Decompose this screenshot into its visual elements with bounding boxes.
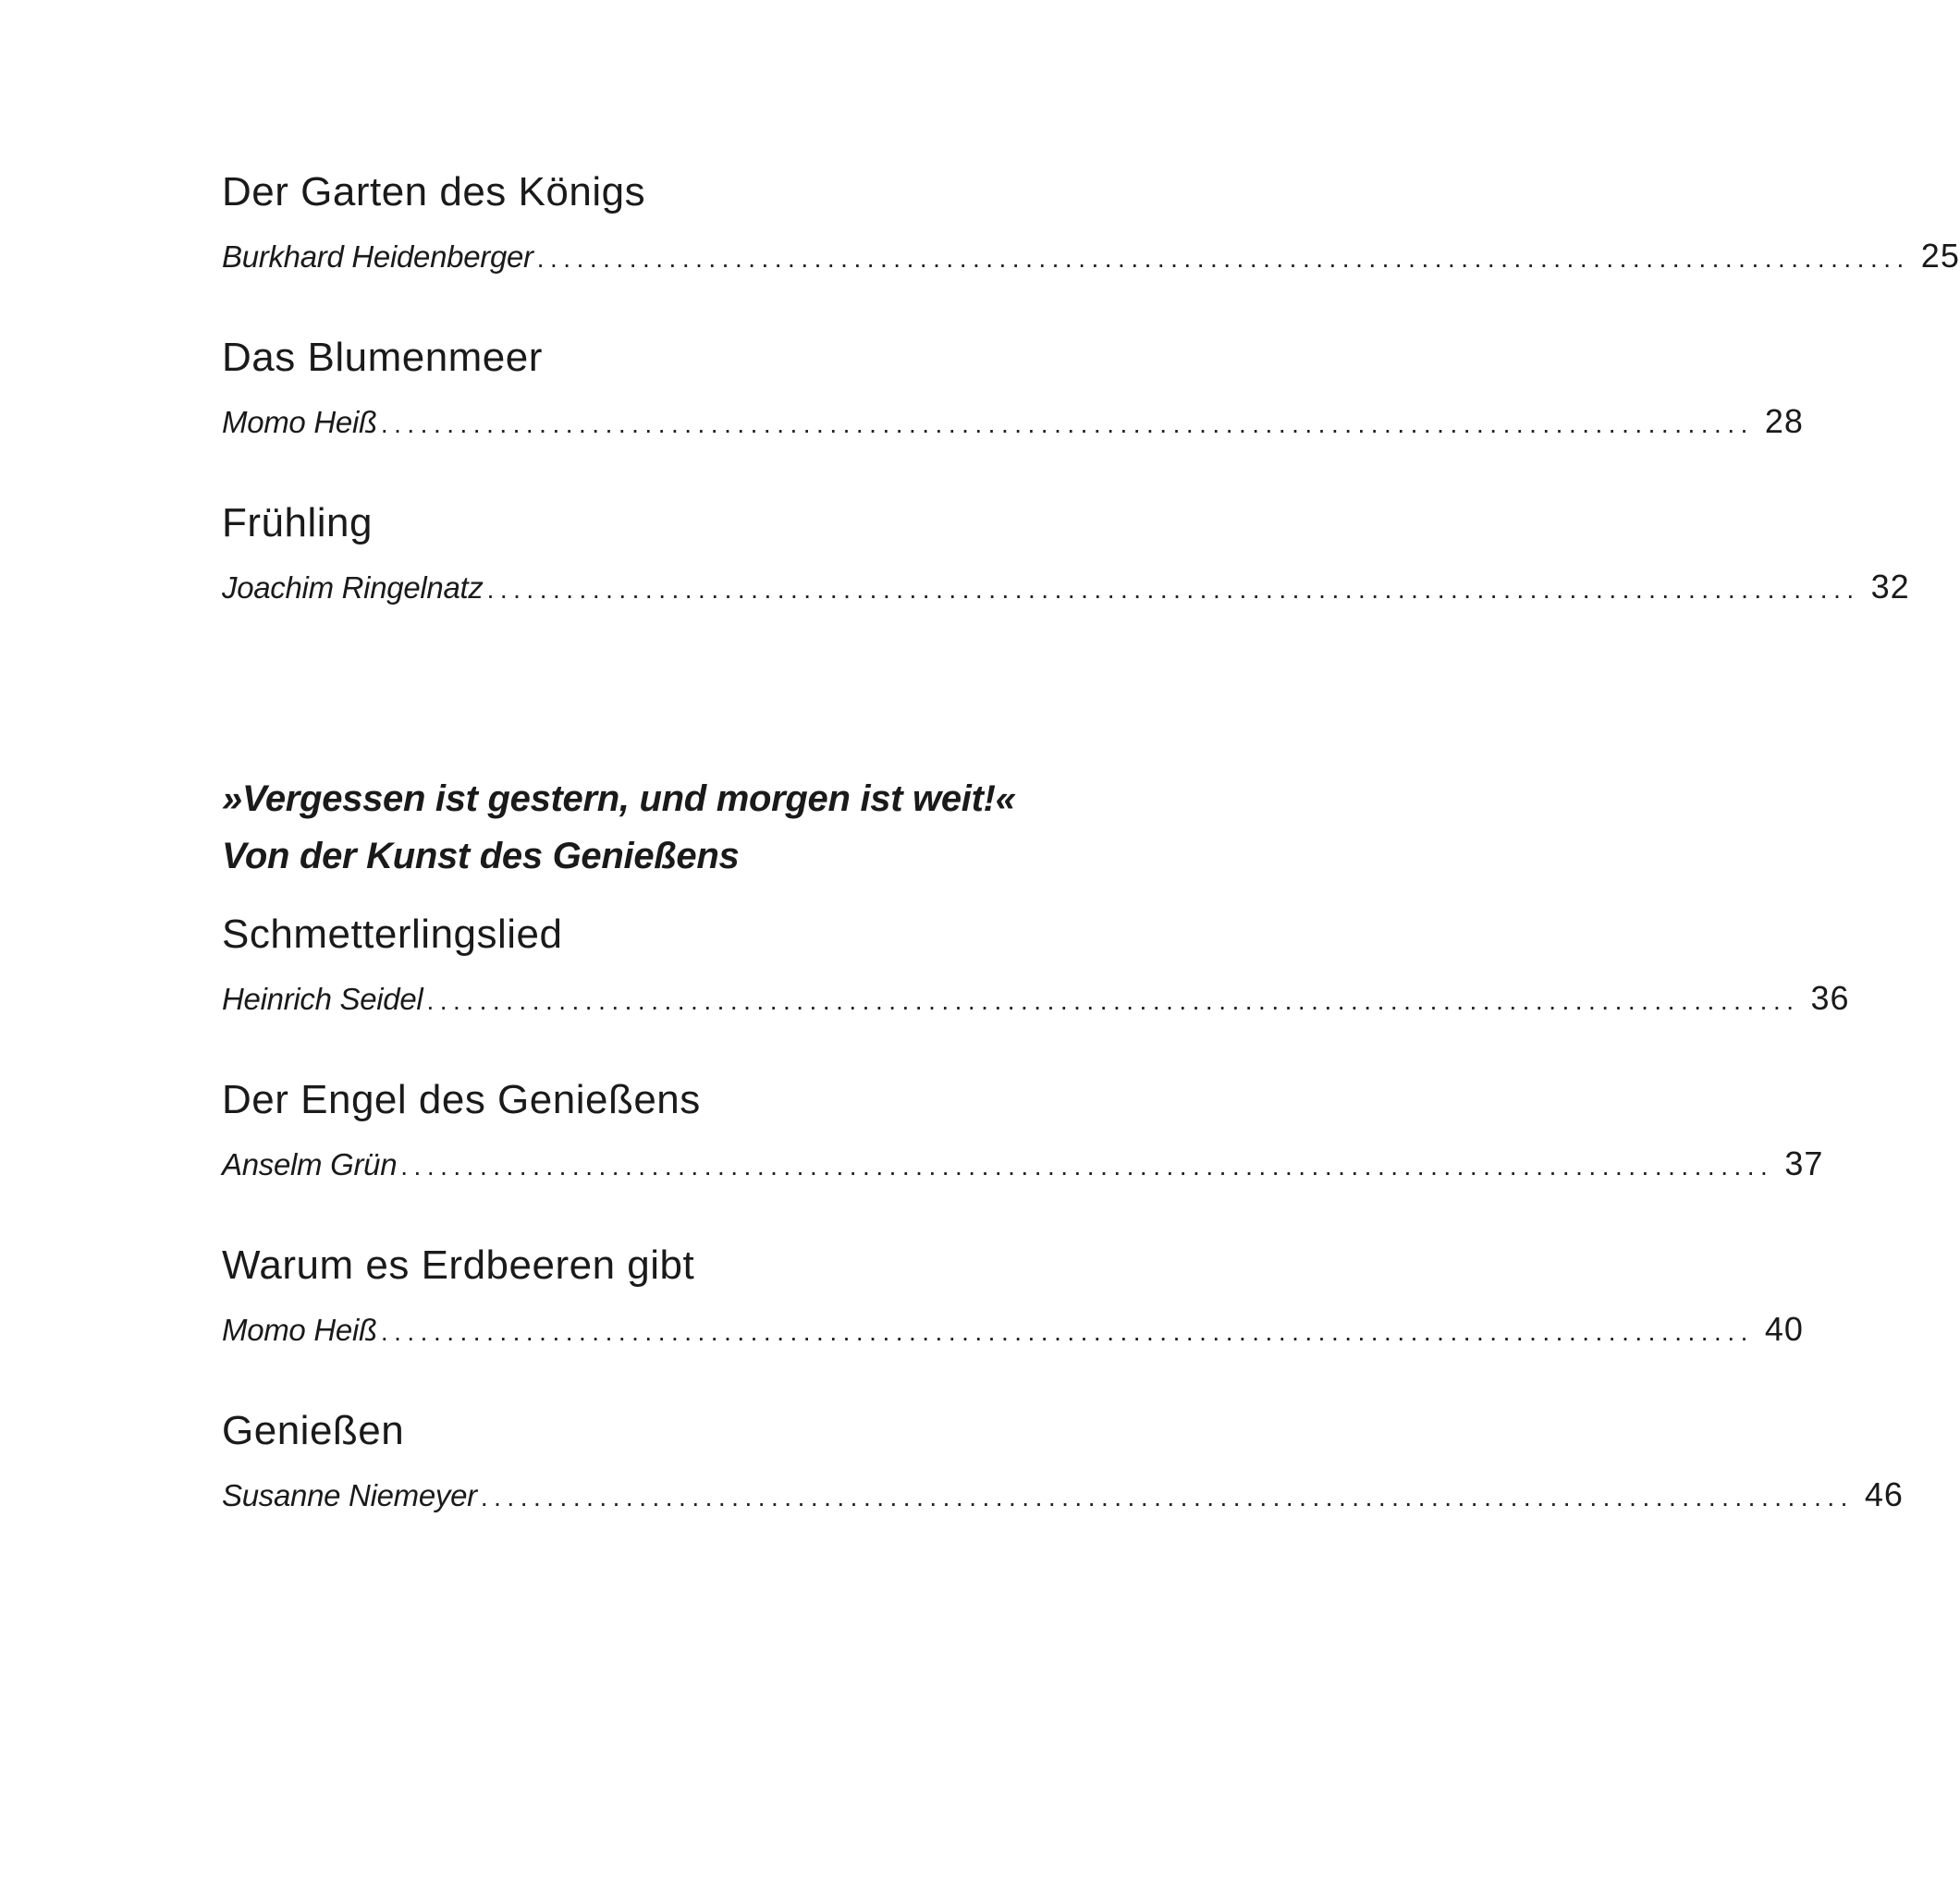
dot-leader: ........................................................................................................ (536, 244, 1910, 273)
entry-title: Frühling (222, 500, 373, 545)
entry-page-number: 25 (1920, 237, 1960, 275)
entry-title: Der Garten des Königs (222, 169, 646, 214)
section-heading-line2: Von der Kunst des Genießens (222, 836, 740, 876)
entry-line (222, 1306, 1804, 1352)
entry-page-number: 36 (1810, 979, 1850, 1017)
entry-author: Joachim Ringelnatz (222, 570, 484, 605)
toc-entry[interactable] (222, 907, 1850, 1022)
dot-leader: ........................................................................................................ (426, 986, 1800, 1015)
dot-leader: ........................................................................................................ (380, 1317, 1754, 1346)
dot-leader: ........................................................................................................ (400, 1152, 1774, 1181)
entry-author: Momo Heiß (222, 1313, 377, 1347)
entry-line (222, 233, 1960, 279)
entry-page-number: 37 (1784, 1144, 1824, 1182)
entry-page-number: 32 (1870, 568, 1910, 606)
entry-author: Heinrich Seidel (222, 982, 423, 1016)
section-heading (222, 770, 1137, 885)
entry-title: Schmetterlingslied (222, 912, 563, 957)
entry-line (222, 1141, 1824, 1187)
toc-entry[interactable] (222, 496, 1910, 610)
entry-title: Das Blumenmeer (222, 335, 543, 380)
dot-leader: ........................................................................................................ (480, 1483, 1854, 1511)
toc-entry[interactable] (222, 1072, 1824, 1187)
toc-entry[interactable] (222, 330, 1804, 445)
entry-author: Susanne Niemeyer (222, 1478, 477, 1512)
entry-page-number: 46 (1864, 1475, 1904, 1513)
entry-line (222, 975, 1850, 1022)
toc-entry[interactable] (222, 165, 1960, 279)
dot-leader: ........................................................................................................ (380, 410, 1754, 438)
entry-line (222, 564, 1910, 610)
entry-author: Momo Heiß (222, 405, 377, 439)
entry-line (222, 1472, 1904, 1518)
entry-line (222, 398, 1804, 445)
entry-author: Burkhard Heidenberger (222, 239, 533, 274)
entry-author: Anselm Grün (222, 1147, 398, 1181)
entry-title: Der Engel des Genießens (222, 1077, 701, 1122)
section-heading-line1: »Vergessen ist gestern, und morgen ist weit!« (222, 778, 1016, 819)
toc-entry[interactable] (222, 1238, 1804, 1352)
entry-title: Warum es Erdbeeren gibt (222, 1242, 695, 1288)
dot-leader: ........................................................................................................ (486, 575, 1860, 604)
toc-entry[interactable] (222, 1403, 1904, 1518)
entry-page-number: 28 (1764, 402, 1804, 440)
entry-page-number: 40 (1764, 1310, 1804, 1348)
entry-title: Genießen (222, 1408, 405, 1453)
